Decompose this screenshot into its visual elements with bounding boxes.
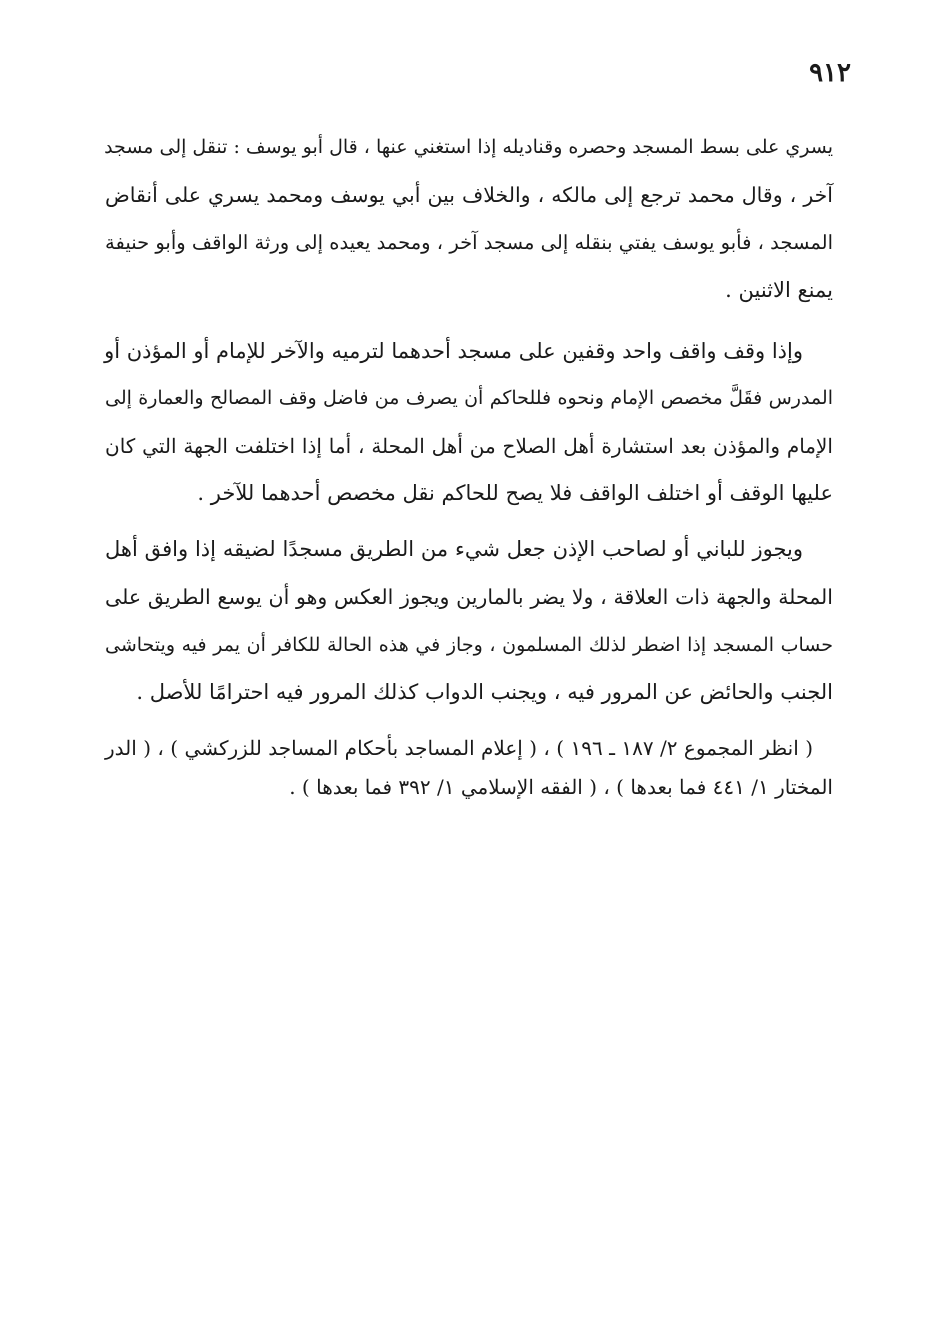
paragraph-3-line-2: المحلة والجهة ذات العلاقة ، ولا يضر بالمارين ويجوز العكس وهو أن يوسع الطريق على	[105, 585, 833, 609]
paragraph-1-line-3: المسجد ، فأبو يوسف يفتي بنقله إلى مسجد آخر ، ومحمد يعيده إلى ورثة الواقف وأبو حنيفة	[105, 231, 833, 254]
paragraph-3-line-4: الجنب والحائض عن المرور فيه ، ويجنب الدواب كذلك المرور فيه احترامًا للأصل .	[136, 680, 833, 704]
paragraph-2-line-4: عليها الوقف أو اختلف الواقف فلا يصح للحاكم نقل مخصص أحدهما للآخر .	[197, 481, 833, 505]
references-line-1: ( انظر المجموع ٢/ ١٨٧ ـ ١٩٦ ) ، ( إعلام المساجد بأحكام المساجد للزركشي ) ، ( الدر	[105, 736, 814, 760]
paragraph-2-line-3: الإمام والمؤذن بعد استشارة أهل الصلاح من أهل المحلة ، أما إذا اختلفت الجهة التي كان	[105, 434, 833, 458]
paragraph-3-line-3: حساب المسجد إذا اضطر لذلك المسلمون ، وجاز في هذه الحالة للكافر أن يمر فيه ويتحاشى	[105, 634, 833, 656]
paragraph-1-line-1: يسري على بسط المسجد وحصره وقناديله إذا استغني عنها ، قال أبو يوسف : تنقل إلى مسجد	[104, 136, 833, 158]
paragraph-2-line-1: وإذا وقف واقف واحد وقفين على مسجد أحدهما لترميه والآخر للإمام أو المؤذن أو	[104, 339, 803, 363]
paragraph-3-line-1: ويجوز للباني أو لصاحب الإذن جعل شيء من الطريق مسجدًا لضيقه إذا وافق أهل	[105, 537, 803, 561]
paragraph-2-line-2: المدرس فقَلَّ مخصص الإمام ونحوه فللحاكم أن يصرف من فاضل وقف المصالح والعمارة إلى	[105, 387, 833, 409]
paragraph-1-line-4: يمنع الاثنين .	[725, 278, 833, 302]
page-number: ٩١٢	[809, 58, 851, 88]
paragraph-1-line-2: آخر ، وقال محمد ترجع إلى مالكه ، والخلاف بين أبي يوسف ومحمد يسري على أنقاض	[105, 183, 833, 207]
references-line-2: المختار ١/ ٤٤١ فما بعدها ) ، ( الفقه الإسلامي ١/ ٣٩٢ فما بعدها ) .	[289, 775, 833, 799]
